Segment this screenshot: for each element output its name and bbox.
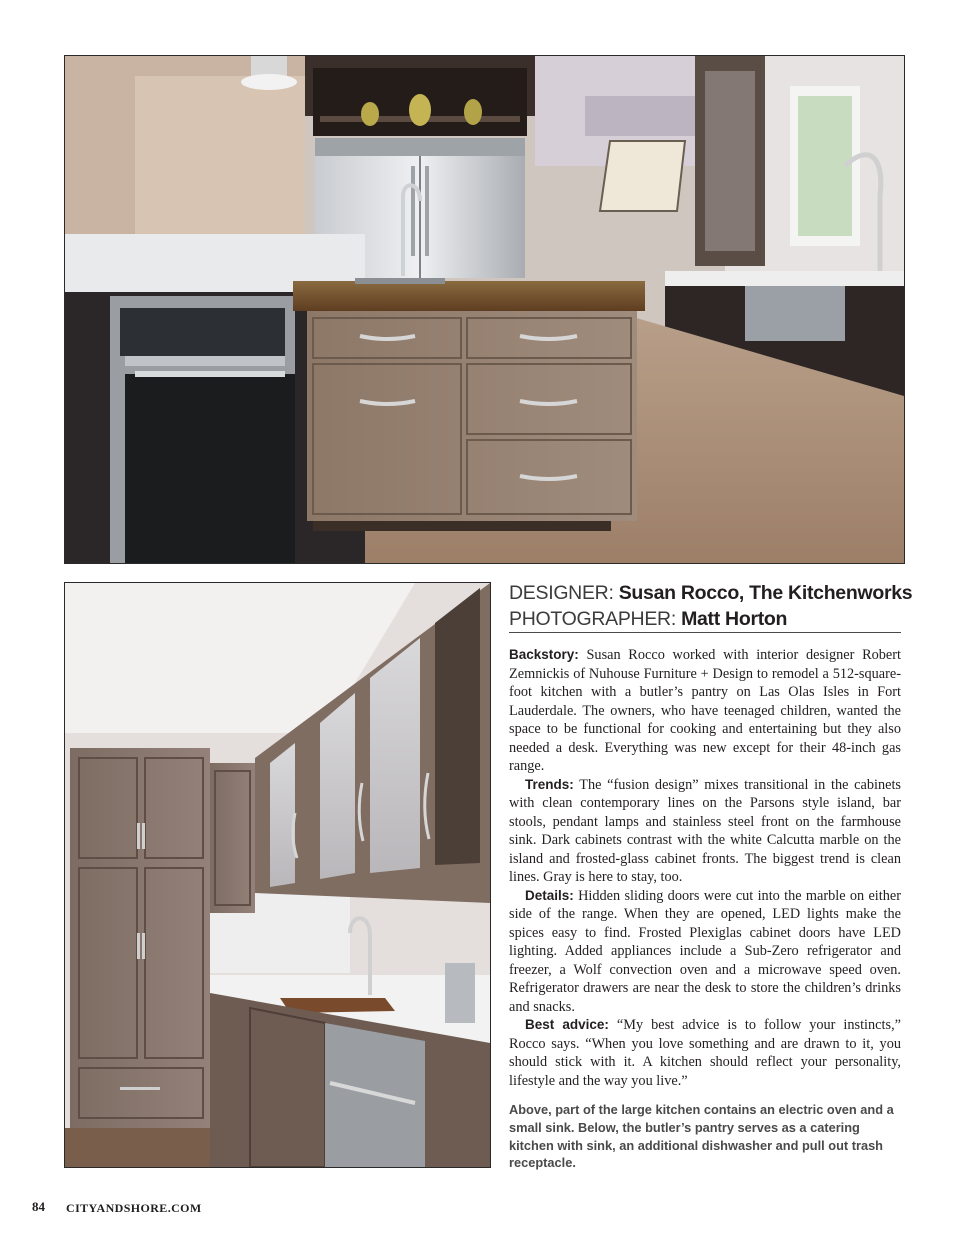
photo-caption: Above, part of the large kitchen contains an electric oven and a small sink. Below, the butler’s pantry serves as a catering kitchen with sink, an additional dishwasher and pull out trash receptacle. bbox=[509, 1102, 894, 1171]
photographer-name: Matt Horton bbox=[681, 608, 788, 630]
backstory-label: Backstory: bbox=[509, 647, 579, 662]
designer-role: DESIGNER: bbox=[509, 582, 614, 604]
designer-credit bbox=[509, 580, 913, 606]
photographer-role: PHOTOGRAPHER: bbox=[509, 608, 676, 630]
details-paragraph bbox=[509, 887, 901, 1017]
details-label: Details: bbox=[525, 887, 574, 903]
advice-paragraph bbox=[509, 1016, 901, 1090]
designer-name: Susan Rocco, The Kitchenworks bbox=[618, 582, 913, 604]
credits-block bbox=[509, 580, 913, 632]
site-url: CITYANDSHORE.COM bbox=[66, 1201, 202, 1215]
backstory-paragraph bbox=[509, 646, 901, 776]
photo-butlers-pantry bbox=[64, 582, 491, 1168]
trends-text: The “fusion design” mixes transitional in the cabinets with clean contemporary lines on the Parsons style island, bar stools, pendant lamps and stainless steel front on the farmhouse sink. Dark cabinets contrast with the white Calcutta marble on the island and frosted-glass cabinet fronts. The biggest trend is clean lines. Gray is here to stay, too. bbox=[509, 776, 901, 885]
article-body bbox=[509, 646, 901, 1090]
photographer-credit bbox=[509, 606, 901, 632]
advice-label: Best advice: bbox=[525, 1017, 609, 1032]
details-text: Hidden sliding doors were cut into the marble on either side of the range. When they are opened, LED lights make the spices easy to find. Frosted Plexiglas cabinet doors have LED lighting. Added appliances include a Sub-Zero refrigerator and freezer, a Wolf convection oven and a microwave speed oven. Refrigerator drawers are near the desk to store the children’s drinks and snacks. bbox=[509, 887, 901, 1015]
trends-label: Trends: bbox=[525, 776, 574, 792]
backstory-text: Susan Rocco worked with interior designer Robert Zemnickis of Nuhouse Furniture + Design to remodel a 512-square-foot kitchen with a butler’s pantry on Las Olas Isles in Fort Lauderdale. The owners, who have teenaged children, wanted the space to be functional for cooking and entertaining but they also needed a desk. Everything was new except for their 48-inch gas range. bbox=[509, 647, 901, 774]
advice-text: “My best advice is to follow your instincts,” Rocco says. “When you love something and are drawn to it, you should stick with it. A kitchen should reflect your personality, lifestyle and the way you live.” bbox=[509, 1017, 901, 1089]
photo-kitchen-island bbox=[64, 55, 905, 564]
kitchen-island-image bbox=[65, 56, 904, 563]
credits-divider bbox=[509, 632, 901, 633]
page-number: 84 bbox=[32, 1199, 45, 1214]
trends-paragraph bbox=[509, 776, 901, 887]
butlers-pantry-image bbox=[65, 583, 490, 1167]
